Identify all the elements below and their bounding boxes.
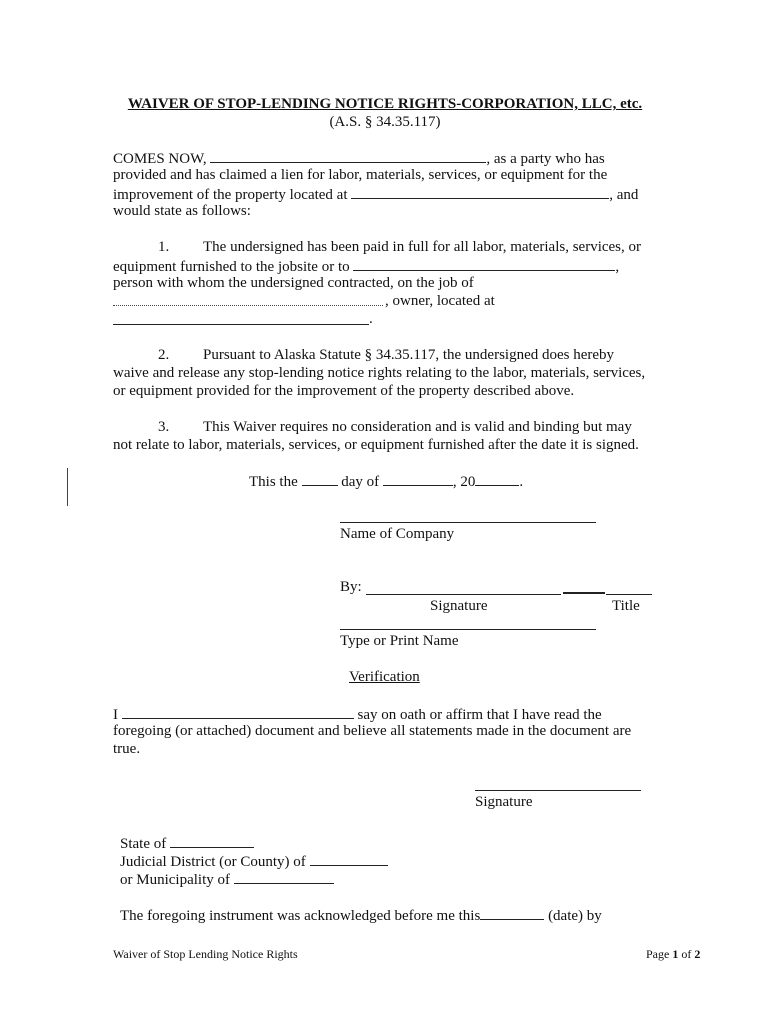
verification-signature-field[interactable] — [475, 790, 641, 791]
margin-bar — [67, 468, 68, 506]
signature-separator — [563, 592, 605, 594]
day-field[interactable] — [302, 471, 338, 486]
para2-line-2: waive and release any stop-lending notice rights relating to the labor, materials, services, — [113, 365, 646, 381]
para2-line-1: Pursuant to Alaska Statute § 34.35.117, the undersigned does hereby — [203, 347, 615, 363]
title-label: Title — [612, 598, 640, 614]
judicial-district-field[interactable] — [310, 851, 388, 866]
page-prefix: Page — [646, 947, 670, 961]
property-located-text: improvement of the property located at — [113, 187, 348, 203]
municipality-line — [120, 869, 334, 889]
para2-line-3: or equipment provided for the improvement of the property described above. — [113, 383, 575, 399]
jobsite-text: equipment furnished to the jobsite or to — [113, 259, 350, 275]
company-label: Name of Company — [340, 526, 455, 542]
signature-label: Signature — [430, 598, 488, 614]
page-of: of — [681, 947, 692, 961]
job-location-field[interactable] — [113, 324, 369, 325]
intro-line-3 — [113, 184, 638, 204]
acknowledgment-text: The foregoing instrument was acknowledged before me this — [120, 908, 481, 924]
contracting-person-field[interactable] — [353, 256, 615, 271]
state-field[interactable] — [170, 833, 254, 848]
judicial-district-line — [120, 851, 388, 871]
affiant-name-field[interactable] — [122, 704, 354, 719]
municipality-field[interactable] — [234, 869, 334, 884]
state-of-text: State of — [120, 836, 167, 852]
verification-line-2: foregoing (or attached) document and believe all statements made in the document are — [113, 723, 632, 739]
oath-text: say on oath or affirm that I have read the — [357, 707, 602, 723]
date-period: . — [519, 474, 524, 490]
month-field[interactable] — [383, 471, 453, 486]
company-name-field[interactable] — [340, 522, 596, 523]
verification-line-3: true. — [113, 741, 141, 757]
para3-line-2: not relate to labor, materials, services, or equipment furnished after the date it is signed. — [113, 437, 639, 453]
verification-line-1 — [113, 704, 602, 724]
intro-line-4: would state as follows: — [113, 203, 251, 219]
state-line — [120, 833, 254, 853]
print-name-field[interactable] — [340, 629, 596, 630]
day-of-text: day of — [341, 474, 380, 490]
para1-line-1: The undersigned has been paid in full for all labor, materials, services, or — [203, 239, 642, 255]
twenty-text: , 20 — [452, 474, 476, 490]
year-field[interactable] — [475, 471, 519, 486]
para1-line-3: person with whom the undersigned contracted, on the job of — [113, 275, 474, 291]
signature-field[interactable] — [366, 594, 561, 595]
date-line — [249, 471, 523, 491]
para2-number: 2. — [158, 347, 170, 363]
print-name-label: Type or Print Name — [340, 633, 459, 649]
owner-name-field[interactable] — [113, 305, 383, 306]
title-field[interactable] — [606, 594, 652, 595]
document-title: WAIVER OF STOP-LENDING NOTICE RIGHTS-CORPORATION, LLC, etc. — [127, 96, 643, 112]
page-total: 2 — [694, 947, 701, 961]
property-location-field[interactable] — [351, 184, 609, 199]
date-by-text: (date) by — [548, 908, 602, 924]
intro-line-1 — [113, 148, 605, 168]
claimant-name-field[interactable] — [210, 148, 486, 163]
footer-title: Waiver of Stop Lending Notice Rights — [113, 947, 298, 961]
municipality-text: or Municipality of — [120, 872, 230, 888]
para1-line-2 — [113, 256, 619, 276]
i-text: I — [113, 707, 118, 723]
page-number — [646, 945, 700, 963]
comma-text: , — [615, 259, 620, 275]
para1-line-5: . — [369, 311, 373, 327]
comes-now-text: COMES NOW, — [113, 151, 207, 167]
para3-number: 3. — [158, 419, 170, 435]
statute-citation: (A.S. § 34.35.117) — [329, 114, 441, 130]
by-label: By: — [340, 579, 362, 595]
and-text: , and — [609, 187, 639, 203]
acknowledgment-line — [120, 905, 602, 925]
para3-line-1: This Waiver requires no consideration and is valid and binding but may — [203, 419, 632, 435]
para1-number: 1. — [158, 239, 170, 255]
acknowledgment-date-field[interactable] — [480, 905, 544, 920]
verification-heading: Verification — [349, 669, 420, 685]
as-party-text: , as a party who has — [486, 151, 605, 167]
verification-signature-label: Signature — [475, 794, 533, 810]
intro-line-2: provided and has claimed a lien for labor, materials, services, or equipment for the — [113, 167, 608, 183]
this-the-text: This the — [249, 474, 298, 490]
page-current: 1 — [672, 947, 679, 961]
judicial-district-text: Judicial District (or County) of — [120, 854, 306, 870]
para1-line-4: , owner, located at — [385, 293, 495, 309]
